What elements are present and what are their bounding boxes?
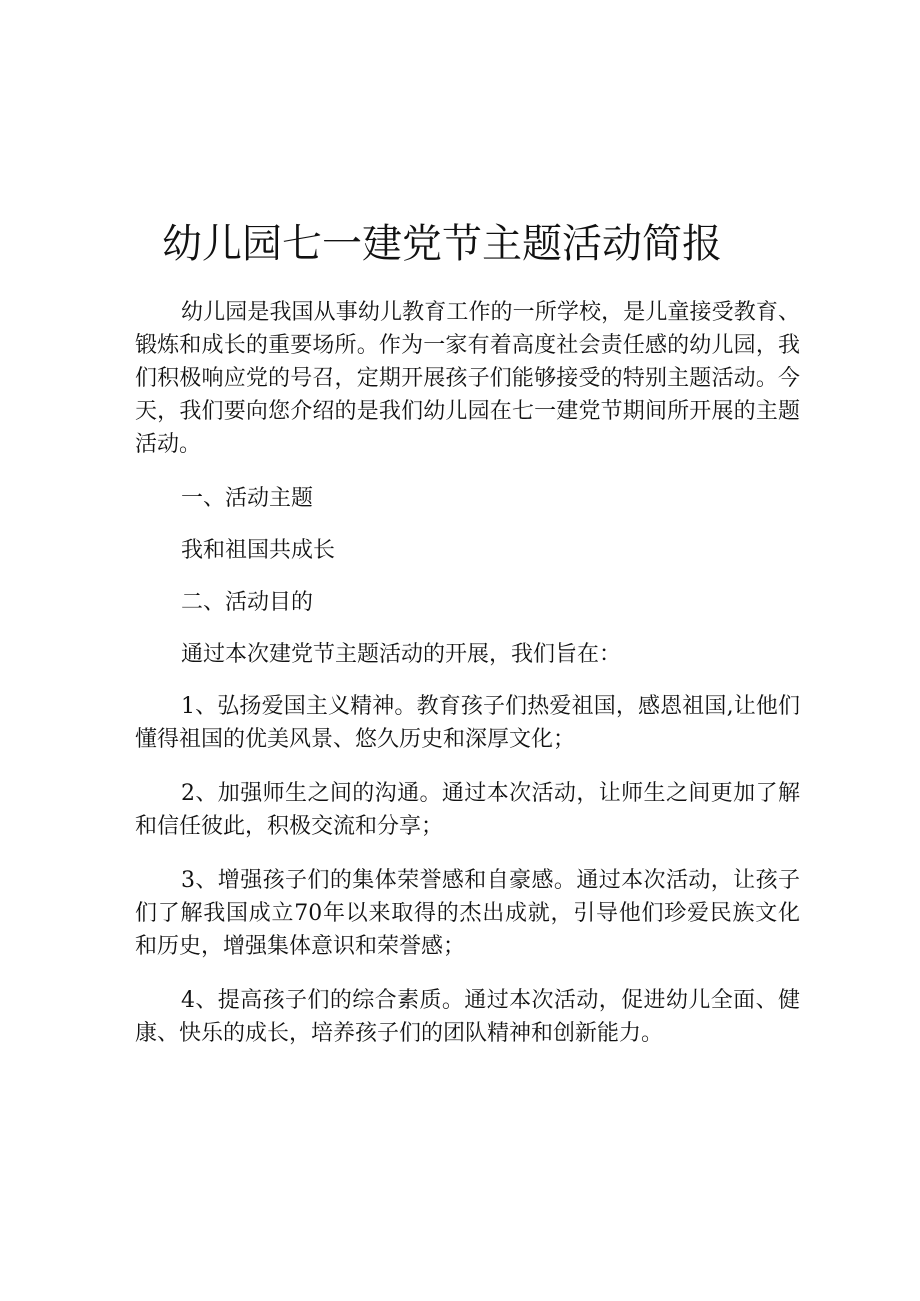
purpose-item-4: 4、提高孩子们的综合素质。通过本次活动，促进幼儿全面、健康、快乐的成长，培养孩子们的团队精神和创新能力。 <box>135 988 800 1046</box>
section-heading-theme: 一、活动主题 <box>181 486 314 511</box>
purpose-item-3: 3、增强孩子们的集体荣誉感和自豪感。通过本次活动，让孩子们了解我国成立70年以来取得的杰出成就，引导他们珍爱民族文化和历史，增强集体意识和荣誉感； <box>135 868 800 959</box>
purpose-intro-paragraph: 通过本次建党节主题活动的开展，我们旨在： <box>181 642 622 667</box>
purpose-item-2: 2、加强师生之间的沟通。通过本次活动，让师生之间更加了解和信任彼此，积极交流和分享； <box>135 781 800 839</box>
document-title: 幼儿园七一建党节主题活动简报 <box>162 221 722 267</box>
purpose-item-1: 1、弘扬爱国主义精神。教育孩子们热爱祖国，感恩祖国,让他们懂得祖国的优美风景、悠久历史和深厚文化； <box>135 694 800 752</box>
section-heading-purpose: 二、活动目的 <box>181 590 314 615</box>
document-body <box>135 296 800 1071</box>
intro-paragraph: 幼儿园是我国从事幼儿教育工作的一所学校，是儿童接受教育、锻炼和成长的重要场所。作为一家有着高度社会责任感的幼儿园，我们积极响应党的号召，定期开展孩子们能够接受的特别主题活动。今天，我们要向您介绍的是我们幼儿园在七一建党节期间所开展的主题活动。 <box>135 300 800 457</box>
theme-text: 我和祖国共成长 <box>181 538 336 563</box>
